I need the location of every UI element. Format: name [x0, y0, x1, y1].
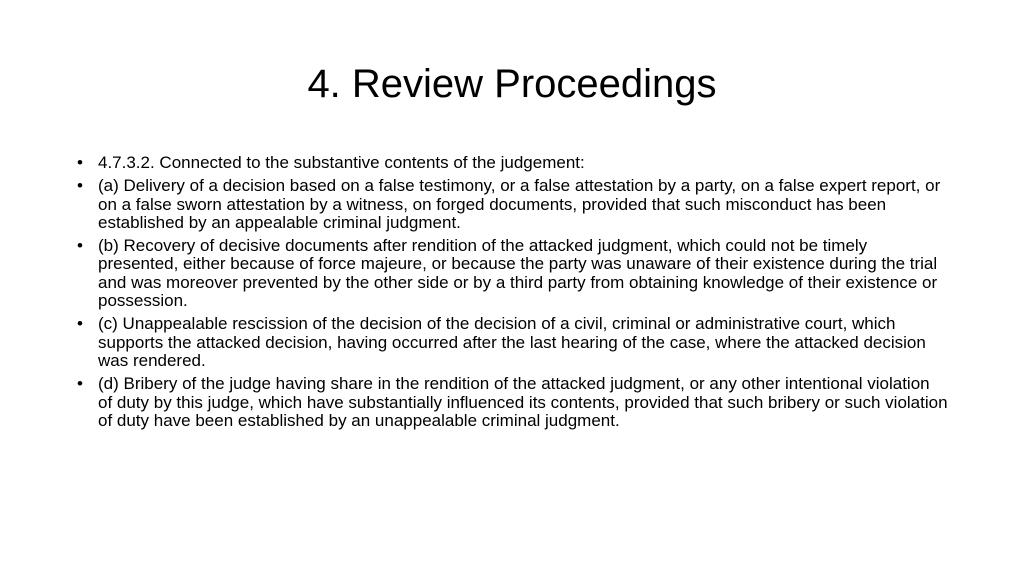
bullet-text: (a) Delivery of a decision based on a false testimony, or a false attestation by a party, on a false expert report, or on a false sworn attestation by a witness, on forged documents, provided that such misconduct has been established by an appealable criminal judgment. — [98, 176, 941, 232]
bullet-text: (b) Recovery of decisive documents after rendition of the attacked judgment, which could not be timely presented, either because of force majeure, or because the party was unaware of their existence during the trial and was moreover prevented by the other side or by a third party from obtaining knowledge of their existence or possession. — [98, 236, 938, 311]
bullet-text: (c) Unappealable rescission of the decision of the decision of a civil, criminal or administrative court, which supports the attacked decision, having occurred after the last hearing of the case, where the attacked decision was rendered. — [98, 314, 926, 370]
list-item — [76, 177, 948, 232]
bullet-dot-icon: • — [77, 314, 83, 334]
bullet-dot-icon: • — [77, 153, 83, 172]
bullet-list — [76, 154, 948, 435]
slide-title: 4. Review Proceedings — [307, 62, 717, 106]
bullet-text: (d) Bribery of the judge having share in the rendition of the attacked judgment, or any other intentional violation of duty by this judge, which have substantially influenced its contents, provided that such bribery or such violation of duty have been established by an unappealable criminal judgment. — [98, 374, 948, 430]
list-item — [76, 154, 948, 172]
bullet-dot-icon: • — [77, 236, 83, 256]
bullet-text: 4.7.3.2. Connected to the substantive contents of the judgement: — [98, 153, 585, 172]
list-item — [76, 375, 948, 430]
bullet-dot-icon: • — [77, 176, 83, 196]
list-item — [76, 237, 948, 310]
list-item — [76, 315, 948, 370]
bullet-dot-icon: • — [77, 374, 83, 394]
